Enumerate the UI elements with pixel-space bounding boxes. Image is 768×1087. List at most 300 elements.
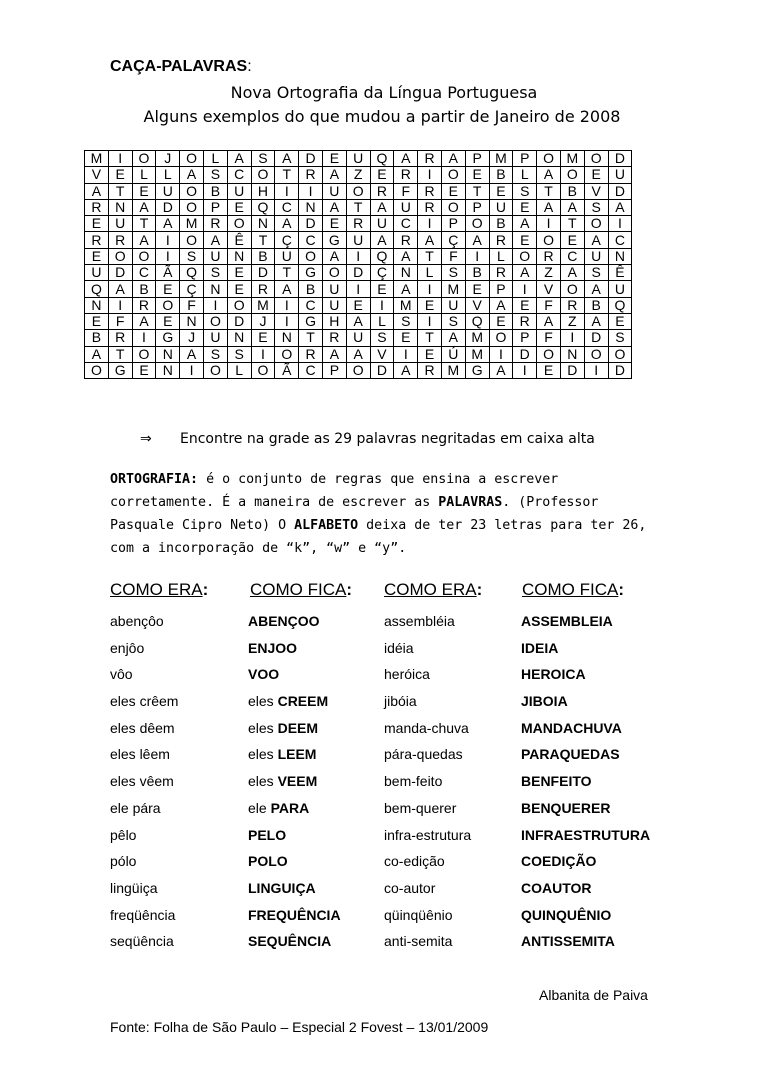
grid-cell: O [108,248,132,264]
instruction-text: Encontre na grade as 29 palavras negritadas em caixa alta [180,431,595,447]
old-spelling-word: eles dêem [110,719,175,736]
old-spelling-word: bem-querer [384,799,457,816]
grid-cell: T [346,199,370,215]
grid-cell: A [370,232,394,248]
grid-cell: I [156,232,180,248]
grid-cell: Ê [608,265,632,281]
grid-cell: E [513,297,537,313]
subtitle-2: Alguns exemplos do que mudou a partir de Janeiro de 2008 [143,107,621,126]
grid-cell: C [299,362,323,378]
grid-cell: I [346,281,370,297]
grid-cell: Ç [180,281,204,297]
grid-cell: G [322,232,346,248]
grid-cell: I [418,167,442,183]
grid-cell: U [85,265,109,281]
grid-cell: A [108,281,132,297]
grid-cell: L [489,248,513,264]
grid-cell: O [537,346,561,362]
grid-cell: E [465,167,489,183]
grid-cell: A [608,199,632,215]
grid-cell: V [537,281,561,297]
new-spelling-word [248,635,341,662]
grid-cell: E [513,199,537,215]
grid-row [85,167,632,183]
grid-cell: E [418,297,442,313]
grid-cell: I [275,183,299,199]
new-spelling-word [248,608,341,635]
grid-cell: O [203,362,227,378]
new-spelling-word: JIBOIA [521,693,568,710]
grid-cell: C [299,297,323,313]
grid-cell: P [513,151,537,167]
grid-cell: O [227,216,251,232]
grid-cell: O [251,167,275,183]
paragraph-text-2: . (Professor Pasquale Cipro Neto) O [110,495,599,533]
grid-cell: T [275,265,299,281]
grid-cell: I [156,248,180,264]
new-spelling-word [248,688,341,715]
grid-cell: B [132,281,156,297]
grid-cell: I [418,281,442,297]
grid-cell: N [156,346,180,362]
old-spelling-word: infra-estrutura [384,826,472,843]
word-new: ENJOO [248,639,298,656]
grid-cell: T [418,248,442,264]
grid-cell: Ç [275,232,299,248]
grid-cell: A [584,232,608,248]
new-spelling-word: HEROICA [521,666,586,683]
grid-cell: A [394,151,418,167]
old-spelling-word: assembléia [384,613,455,629]
grid-cell: A [322,346,346,362]
grid-cell: P [489,281,513,297]
grid-cell: O [180,232,204,248]
grid-cell: Q [370,248,394,264]
grid-cell: A [394,248,418,264]
grid-cell: E [537,362,561,378]
grid-cell: E [227,265,251,281]
grid-cell: E [251,330,275,346]
grid-cell: A [560,199,584,215]
grid-cell: T [108,183,132,199]
grid-cell: I [608,216,632,232]
grid-cell: O [85,362,109,378]
grid-cell: P [465,199,489,215]
grid-cell: I [299,183,323,199]
grid-cell: R [108,232,132,248]
grid-cell: G [465,362,489,378]
grid-cell: S [251,151,275,167]
grid-cell: R [203,216,227,232]
grid-cell: R [560,297,584,313]
grid-cell: A [584,281,608,297]
grid-cell: I [584,362,608,378]
word-search-grid [84,150,632,379]
grid-cell: B [203,183,227,199]
grid-cell: A [203,232,227,248]
new-spelling-word [248,795,341,822]
grid-cell: T [275,167,299,183]
grid-cell: E [346,297,370,313]
grid-cell: I [537,216,561,232]
grid-cell: E [156,313,180,329]
old-spelling-word: heróica [384,666,430,683]
grid-cell: E [322,151,346,167]
old-spelling-word: pólo [110,853,137,870]
grid-cell: Q [465,313,489,329]
grid-cell: J [180,330,204,346]
grid-cell: R [489,265,513,281]
grid-cell: A [537,199,561,215]
grid-cell: U [322,297,346,313]
paragraph-text-3: deixa de ter 23 letras para ter 26, com a incorporação de “k”, “w” e “y”. [110,518,647,556]
new-spelling-word [248,741,341,768]
grid-cell: R [513,313,537,329]
grid-cell: N [251,216,275,232]
grid-cell: O [537,151,561,167]
grid-cell: I [180,362,204,378]
grid-cell: D [608,151,632,167]
grid-cell: A [513,216,537,232]
word-new: PARA [270,799,310,816]
word-prefix: eles [248,719,278,736]
grid-cell: R [418,151,442,167]
grid-cell: E [513,232,537,248]
grid-cell: F [180,297,204,313]
new-spelling-word [248,848,341,875]
grid-row [85,265,632,281]
source: Fonte: Folha de São Paulo – Especial 2 Fovest – 13/01/2009 [110,1019,489,1035]
new-spelling-word: ANTISSEMITA [521,933,615,950]
grid-cell: F [441,248,465,264]
old-spelling-word: abençôo [110,613,164,629]
grid-cell: O [180,151,204,167]
grid-cell: T [560,216,584,232]
grid-cell: L [370,313,394,329]
grid-cell: R [418,183,442,199]
grid-row [85,297,632,313]
grid-cell: O [584,216,608,232]
grid-cell: A [394,362,418,378]
grid-cell: U [322,183,346,199]
new-spelling-word [248,768,341,795]
grid-cell: D [299,151,323,167]
old-spelling-word: freqüência [110,906,176,923]
author: Albanita de Paiva [539,987,648,1003]
grid-cell: A [275,151,299,167]
grid-cell: B [489,216,513,232]
grid-cell: O [251,362,275,378]
grid-cell: S [441,313,465,329]
old-spelling-word: eles vêem [110,773,174,790]
grid-cell: E [85,216,109,232]
grid-cell: U [275,248,299,264]
grid-cell: A [132,199,156,215]
grid-cell: A [489,297,513,313]
grid-cell: S [370,330,394,346]
paragraph-text-1: é o conjunto de regras que ensina a escrever corretamente. É a maneira de escrever as [110,472,559,510]
title-suffix: : [247,58,252,75]
old-spelling-word: manda-chuva [384,719,469,736]
grid-cell: I [560,330,584,346]
term-palavras: PALAVRAS [438,495,503,510]
grid-cell: O [132,151,156,167]
grid-cell: E [322,216,346,232]
word-prefix: ele [248,799,271,816]
grid-cell: T [132,216,156,232]
grid-cell: P [203,199,227,215]
grid-cell: O [537,232,561,248]
grid-cell: I [394,346,418,362]
header-como-era-1: COMO ERA: [110,580,209,599]
old-spelling-word: seqüência [110,933,174,950]
column-new-spelling-2 [521,608,650,955]
grid-cell: B [489,167,513,183]
old-spelling-word: bem-feito [384,773,443,790]
grid-cell: B [560,183,584,199]
grid-cell: O [227,297,251,313]
page-title [110,58,252,76]
column-old-spelling-1 [110,608,178,955]
grid-cell: S [394,313,418,329]
grid-cell: U [108,216,132,232]
grid-row [85,313,632,329]
grid-cell: E [227,281,251,297]
grid-cell: T [108,346,132,362]
grid-cell: P [322,362,346,378]
word-prefix: eles [248,746,278,763]
new-spelling-word [248,875,341,902]
word-new: LEEM [277,746,317,763]
grid-cell: A [132,232,156,248]
grid-cell: P [465,151,489,167]
grid-cell: M [465,346,489,362]
grid-row [85,232,632,248]
grid-cell: N [227,248,251,264]
grid-cell: I [418,313,442,329]
grid-cell: M [180,216,204,232]
grid-cell: N [85,297,109,313]
grid-cell: D [608,183,632,199]
grid-cell: Z [560,313,584,329]
grid-row [85,183,632,199]
word-new: SEQUÊNCIA [248,933,332,950]
grid-cell: E [608,313,632,329]
grid-cell: U [394,199,418,215]
column-old-spelling-2 [384,608,471,955]
grid-cell: A [322,199,346,215]
old-spelling-word: lingüiça [110,879,158,896]
grid-cell: M [251,297,275,313]
grid-row [85,199,632,215]
grid-cell: U [441,297,465,313]
term-ortografia: ORTOGRAFIA: [110,472,199,487]
grid-cell: U [370,216,394,232]
header-como-fica-2: COMO FICA: [522,580,625,599]
grid-cell: E [489,183,513,199]
grid-cell: L [227,362,251,378]
grid-cell: C [608,232,632,248]
grid-cell: N [227,330,251,346]
grid-cell: Q [251,199,275,215]
grid-cell: D [346,265,370,281]
grid-cell: B [251,248,275,264]
grid-cell: S [203,265,227,281]
instruction [140,431,595,447]
old-spelling-word: eles crêem [110,693,179,710]
grid-cell: O [608,346,632,362]
grid-cell: T [251,232,275,248]
old-spelling-word: co-edição [384,853,445,870]
grid-cell: I [108,151,132,167]
grid-cell: A [513,265,537,281]
grid-cell: I [203,297,227,313]
new-spelling-word: PARAQUEDAS [521,746,620,763]
word-new: POLO [248,853,288,870]
new-spelling-word [248,661,341,688]
grid-cell: I [370,297,394,313]
grid-cell: V [465,297,489,313]
grid-cell: Q [85,281,109,297]
grid-cell: N [156,362,180,378]
old-spelling-word: qüinqüênio [384,906,453,923]
new-spelling-word: BENFEITO [521,773,592,790]
new-spelling-word [248,822,341,849]
grid-cell: D [608,362,632,378]
grid-cell: I [513,362,537,378]
grid-cell: S [584,199,608,215]
old-spelling-word: idéia [384,639,414,656]
grid-cell: E [85,313,109,329]
grid-cell: E [227,199,251,215]
grid-row [85,281,632,297]
word-prefix: eles [248,773,278,790]
grid-cell: J [156,151,180,167]
grid-cell: A [227,151,251,167]
grid-cell: C [275,199,299,215]
old-spelling-word: eles lêem [110,746,170,763]
grid-cell: C [560,248,584,264]
grid-cell: E [108,167,132,183]
grid-cell: M [489,151,513,167]
grid-cell: Z [537,265,561,281]
grid-cell: Ê [227,232,251,248]
word-new: LINGUIÇA [248,879,316,896]
grid-cell: S [513,183,537,199]
grid-cell: G [108,362,132,378]
grid-cell: D [513,346,537,362]
grid-cell: F [394,183,418,199]
word-new: VOO [248,666,280,683]
grid-cell: E [85,248,109,264]
grid-cell: A [156,216,180,232]
grid-cell: O [156,297,180,313]
grid-cell: D [108,265,132,281]
new-spelling-word: MANDACHUVA [521,719,622,736]
grid-cell: O [584,151,608,167]
grid-cell: I [132,330,156,346]
grid-cell: A [180,346,204,362]
grid-cell: N [275,330,299,346]
grid-cell: M [441,281,465,297]
grid-cell: E [418,346,442,362]
grid-cell: S [441,265,465,281]
grid-cell: O [441,199,465,215]
grid-cell: P [441,216,465,232]
grid-cell: E [370,167,394,183]
grid-cell: U [156,183,180,199]
grid-cell: M [465,330,489,346]
grid-cell: I [275,297,299,313]
grid-cell: C [132,265,156,281]
new-spelling-word: COAUTOR [521,879,592,896]
grid-cell: D [251,265,275,281]
grid-cell: L [513,167,537,183]
grid-cell: R [346,216,370,232]
grid-cell: A [85,183,109,199]
word-new: CREEM [277,693,329,710]
grid-row [85,151,632,167]
old-spelling-word: jibóia [384,693,417,710]
grid-cell: U [346,232,370,248]
new-spelling-word [248,902,341,929]
grid-row [85,362,632,378]
grid-cell: O [584,346,608,362]
grid-cell: Ç [370,265,394,281]
grid-cell: F [537,297,561,313]
grid-cell: E [132,362,156,378]
old-spelling-word: enjôo [110,639,145,656]
grid-cell: R [85,232,109,248]
grid-cell: A [85,346,109,362]
grid-cell: O [346,183,370,199]
grid-cell: A [584,313,608,329]
new-spelling-word: BENQUERER [521,799,611,816]
grid-cell: L [418,265,442,281]
grid-cell: A [275,281,299,297]
new-spelling-word: QUINQUÊNIO [521,906,612,923]
grid-cell: Z [346,167,370,183]
grid-cell: N [180,313,204,329]
grid-cell: A [489,362,513,378]
grid-cell: O [180,183,204,199]
new-spelling-word: COEDIÇÃO [521,853,597,870]
grid-cell: R [418,199,442,215]
grid-cell: A [537,167,561,183]
grid-cell: A [418,232,442,248]
grid-cell: E [465,281,489,297]
grid-cell: U [608,167,632,183]
grid-cell: A [394,281,418,297]
grid-cell: N [560,346,584,362]
old-spelling-word: vôo [110,666,133,683]
grid-cell: R [108,330,132,346]
grid-cell: F [537,330,561,346]
grid-cell: R [394,167,418,183]
grid-cell: Ã [275,362,299,378]
grid-cell: U [608,281,632,297]
grid-cell: H [322,313,346,329]
grid-cell: T [537,183,561,199]
grid-cell: F [108,313,132,329]
grid-cell: G [299,265,323,281]
grid-cell: B [584,297,608,313]
grid-cell: D [370,362,394,378]
new-spelling-word [248,928,341,955]
grid-cell: S [608,330,632,346]
grid-cell: O [441,167,465,183]
grid-cell: O [322,265,346,281]
